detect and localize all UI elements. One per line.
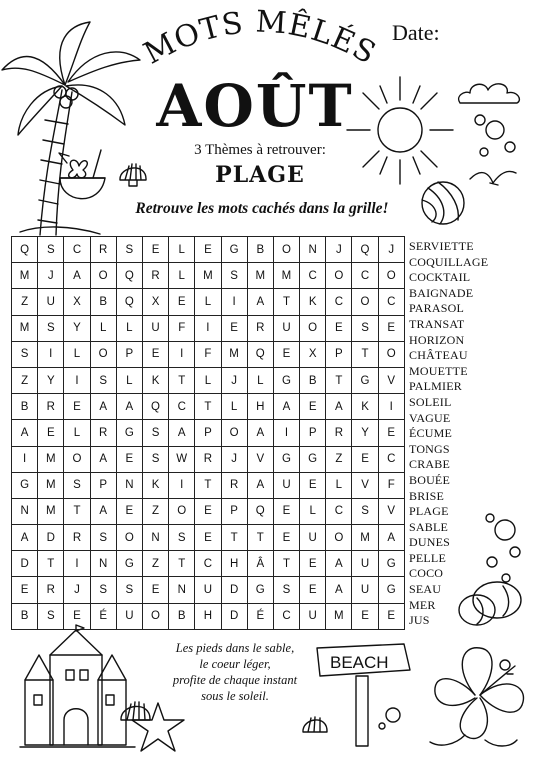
grid-cell[interactable]: X bbox=[300, 341, 326, 367]
grid-cell[interactable]: E bbox=[38, 420, 64, 446]
grid-cell[interactable]: Y bbox=[352, 420, 378, 446]
grid-cell[interactable]: K bbox=[142, 472, 168, 498]
grid-cell[interactable]: F bbox=[195, 341, 221, 367]
grid-cell[interactable]: W bbox=[169, 446, 195, 472]
grid-cell[interactable]: G bbox=[352, 367, 378, 393]
grid-cell[interactable]: P bbox=[326, 341, 352, 367]
grid-cell[interactable]: P bbox=[300, 420, 326, 446]
grid-cell[interactable]: U bbox=[195, 577, 221, 603]
grid-row bbox=[12, 263, 405, 289]
grid-row bbox=[12, 315, 405, 341]
grid-cell[interactable]: Z bbox=[12, 367, 38, 393]
grid-cell[interactable]: N bbox=[169, 577, 195, 603]
bubbles-icon bbox=[480, 512, 525, 587]
quote-line: profite de chaque instant bbox=[172, 673, 298, 687]
grid-cell[interactable]: S bbox=[142, 446, 168, 472]
grid-cell[interactable]: E bbox=[378, 603, 404, 629]
grid-cell[interactable]: R bbox=[38, 394, 64, 420]
grid-cell[interactable]: R bbox=[90, 420, 116, 446]
grid-cell[interactable]: T bbox=[221, 525, 247, 551]
word-list-item: VAGUE bbox=[409, 410, 451, 425]
starfish-icon bbox=[128, 700, 188, 755]
grid-cell[interactable]: J bbox=[221, 367, 247, 393]
grid-cell[interactable]: R bbox=[326, 420, 352, 446]
month-title: AOÛT bbox=[156, 72, 354, 140]
coconut-drink-icon bbox=[55, 148, 115, 213]
grid-cell[interactable]: A bbox=[247, 289, 273, 315]
bubbles-icon bbox=[495, 655, 515, 675]
grid-cell[interactable]: E bbox=[64, 603, 90, 629]
grid-cell[interactable]: E bbox=[378, 420, 404, 446]
word-list-item: ÉCUME bbox=[409, 426, 452, 441]
grid-cell[interactable]: E bbox=[326, 315, 352, 341]
word-list-item: BRISE bbox=[409, 488, 445, 503]
grid-cell[interactable]: Â bbox=[247, 551, 273, 577]
grid-cell[interactable]: F bbox=[378, 472, 404, 498]
word-grid bbox=[11, 236, 405, 630]
word-list-item: TRANSAT bbox=[409, 316, 465, 331]
grid-cell[interactable]: O bbox=[90, 263, 116, 289]
grid-cell[interactable]: L bbox=[221, 394, 247, 420]
grid-cell[interactable]: Z bbox=[326, 446, 352, 472]
grid-cell[interactable]: E bbox=[300, 394, 326, 420]
grid-cell[interactable]: J bbox=[38, 263, 64, 289]
quote-line: Les pieds dans le sable, bbox=[175, 641, 295, 655]
grid-cell[interactable]: D bbox=[12, 551, 38, 577]
grid-cell[interactable]: S bbox=[273, 577, 299, 603]
grid-cell[interactable]: E bbox=[195, 237, 221, 263]
grid-cell[interactable]: M bbox=[273, 263, 299, 289]
grid-cell[interactable]: E bbox=[169, 289, 195, 315]
grid-cell[interactable]: J bbox=[378, 237, 404, 263]
grid-cell[interactable]: J bbox=[221, 446, 247, 472]
grid-cell[interactable]: A bbox=[12, 525, 38, 551]
grid-cell[interactable]: A bbox=[12, 420, 38, 446]
grid-cell[interactable]: P bbox=[90, 472, 116, 498]
grid-cell[interactable]: R bbox=[90, 237, 116, 263]
grid-cell[interactable]: L bbox=[64, 341, 90, 367]
worksheet-title bbox=[130, 2, 390, 82]
grid-cell[interactable]: E bbox=[352, 603, 378, 629]
coconut-icon bbox=[455, 578, 525, 628]
grid-cell[interactable]: C bbox=[273, 603, 299, 629]
grid-cell[interactable]: H bbox=[221, 551, 247, 577]
grid-cell[interactable]: A bbox=[169, 420, 195, 446]
svg-text:MOTS MÊLÉS bbox=[138, 4, 382, 71]
grid-cell[interactable]: Q bbox=[247, 498, 273, 524]
instruction-text: Retrouve les mots cachés dans la grille! bbox=[135, 200, 389, 217]
grid-cell[interactable]: X bbox=[64, 289, 90, 315]
grid-cell[interactable]: C bbox=[326, 498, 352, 524]
grid-cell[interactable]: B bbox=[12, 394, 38, 420]
grid-cell[interactable]: O bbox=[221, 420, 247, 446]
grid-cell[interactable]: R bbox=[195, 446, 221, 472]
grid-cell[interactable]: A bbox=[378, 525, 404, 551]
grid-cell[interactable]: E bbox=[195, 525, 221, 551]
grid-cell[interactable]: M bbox=[326, 603, 352, 629]
grid-cell[interactable]: E bbox=[352, 446, 378, 472]
grid-cell[interactable]: O bbox=[352, 289, 378, 315]
grid-cell[interactable]: U bbox=[38, 289, 64, 315]
grid-cell[interactable]: A bbox=[326, 577, 352, 603]
grid-cell[interactable]: G bbox=[116, 551, 142, 577]
word-list-item: SEAU bbox=[409, 582, 442, 597]
grid-cell[interactable]: I bbox=[378, 394, 404, 420]
grid-cell[interactable]: Z bbox=[142, 498, 168, 524]
grid-cell[interactable]: B bbox=[300, 367, 326, 393]
word-list-item: MOUETTE bbox=[409, 363, 468, 378]
grid-cell[interactable]: H bbox=[247, 394, 273, 420]
grid-cell[interactable]: C bbox=[64, 237, 90, 263]
grid-cell[interactable]: L bbox=[169, 237, 195, 263]
word-list-item: PARASOL bbox=[409, 301, 464, 316]
sandcastle-icon bbox=[20, 625, 135, 750]
grid-cell[interactable]: E bbox=[64, 394, 90, 420]
grid-cell[interactable]: T bbox=[38, 551, 64, 577]
grid-cell[interactable]: U bbox=[352, 577, 378, 603]
grid-cell[interactable]: F bbox=[169, 315, 195, 341]
grid-cell[interactable]: G bbox=[300, 446, 326, 472]
grid-cell[interactable]: S bbox=[90, 525, 116, 551]
grid-cell[interactable]: E bbox=[300, 472, 326, 498]
grid-cell[interactable]: T bbox=[169, 367, 195, 393]
grid-cell[interactable]: L bbox=[195, 367, 221, 393]
grid-cell[interactable]: E bbox=[142, 577, 168, 603]
grid-cell[interactable]: T bbox=[273, 289, 299, 315]
grid-cell[interactable]: L bbox=[195, 289, 221, 315]
grid-cell[interactable]: A bbox=[90, 446, 116, 472]
grid-cell[interactable]: A bbox=[116, 394, 142, 420]
grid-cell[interactable]: A bbox=[326, 551, 352, 577]
grid-cell[interactable]: E bbox=[221, 315, 247, 341]
grid-cell[interactable]: X bbox=[142, 289, 168, 315]
grid-cell[interactable]: S bbox=[352, 315, 378, 341]
grid-cell[interactable]: T bbox=[195, 472, 221, 498]
grid-cell[interactable]: B bbox=[90, 289, 116, 315]
grid-cell[interactable]: O bbox=[90, 341, 116, 367]
grid-cell[interactable]: Q bbox=[142, 394, 168, 420]
grid-cell[interactable]: R bbox=[247, 315, 273, 341]
grid-cell[interactable]: L bbox=[90, 315, 116, 341]
grid-cell[interactable]: C bbox=[378, 289, 404, 315]
grid-cell[interactable]: M bbox=[352, 525, 378, 551]
grid-cell[interactable]: G bbox=[273, 367, 299, 393]
grid-row bbox=[12, 367, 405, 393]
grid-row bbox=[12, 420, 405, 446]
grid-cell[interactable]: J bbox=[64, 577, 90, 603]
word-list-item: PLAGE bbox=[409, 504, 449, 519]
bubbles-icon bbox=[470, 112, 520, 162]
grid-row bbox=[12, 551, 405, 577]
grid-cell[interactable]: U bbox=[300, 603, 326, 629]
grid-cell[interactable]: Q bbox=[12, 237, 38, 263]
grid-row bbox=[12, 525, 405, 551]
grid-cell[interactable]: R bbox=[38, 577, 64, 603]
word-list-item: PALMIER bbox=[409, 379, 462, 394]
bubbles-icon bbox=[378, 700, 408, 730]
grid-cell[interactable]: E bbox=[273, 525, 299, 551]
grid-cell[interactable]: O bbox=[326, 525, 352, 551]
grid-cell[interactable]: S bbox=[38, 315, 64, 341]
grid-cell[interactable]: E bbox=[195, 498, 221, 524]
word-list-item: COCO bbox=[409, 566, 444, 581]
grid-cell[interactable]: A bbox=[64, 263, 90, 289]
beach-sign-text: BEACH bbox=[330, 653, 389, 672]
grid-cell[interactable]: E bbox=[12, 577, 38, 603]
grid-row bbox=[12, 394, 405, 420]
grid-cell[interactable]: I bbox=[195, 315, 221, 341]
grid-cell[interactable]: V bbox=[352, 472, 378, 498]
grid-cell[interactable]: H bbox=[195, 603, 221, 629]
grid-cell[interactable]: L bbox=[116, 367, 142, 393]
grid-cell[interactable]: O bbox=[142, 603, 168, 629]
grid-cell[interactable]: Y bbox=[64, 315, 90, 341]
grid-cell[interactable]: L bbox=[169, 263, 195, 289]
grid-cell[interactable]: I bbox=[64, 367, 90, 393]
cloud-icon bbox=[455, 78, 525, 108]
grid-cell[interactable]: A bbox=[90, 394, 116, 420]
grid-cell[interactable]: C bbox=[169, 394, 195, 420]
grid-cell[interactable]: E bbox=[116, 498, 142, 524]
grid-cell[interactable]: E bbox=[378, 315, 404, 341]
grid-cell[interactable]: S bbox=[352, 498, 378, 524]
grid-cell[interactable]: G bbox=[247, 577, 273, 603]
grid-cell[interactable]: S bbox=[169, 525, 195, 551]
grid-cell[interactable]: C bbox=[300, 263, 326, 289]
grid-cell[interactable]: A bbox=[273, 394, 299, 420]
beach-ball-icon bbox=[418, 178, 468, 228]
themes-label: 3 Thèmes à retrouver: bbox=[194, 142, 326, 158]
grid-row bbox=[12, 446, 405, 472]
word-list-item: HORIZON bbox=[409, 332, 465, 347]
grid-cell[interactable]: T bbox=[352, 341, 378, 367]
grid-cell[interactable]: S bbox=[38, 237, 64, 263]
date-label: Date: bbox=[392, 20, 440, 45]
grid-cell[interactable]: P bbox=[195, 420, 221, 446]
word-list-item: MER bbox=[409, 597, 436, 612]
grid-cell[interactable]: U bbox=[273, 315, 299, 341]
word-list-item: SOLEIL bbox=[409, 394, 452, 409]
grid-row bbox=[12, 577, 405, 603]
grid-cell[interactable]: M bbox=[12, 315, 38, 341]
grid-cell[interactable]: G bbox=[116, 420, 142, 446]
grid-cell[interactable]: T bbox=[195, 394, 221, 420]
grid-cell[interactable]: L bbox=[64, 420, 90, 446]
grid-cell[interactable]: S bbox=[38, 603, 64, 629]
grid-cell[interactable]: O bbox=[116, 525, 142, 551]
grid-cell[interactable]: L bbox=[247, 367, 273, 393]
grid-row bbox=[12, 341, 405, 367]
grid-cell[interactable]: C bbox=[352, 263, 378, 289]
grid-cell[interactable]: C bbox=[326, 289, 352, 315]
grid-cell[interactable]: U bbox=[300, 525, 326, 551]
grid-cell[interactable]: P bbox=[116, 341, 142, 367]
grid-cell[interactable]: G bbox=[12, 472, 38, 498]
word-list-item: CHÂTEAU bbox=[409, 348, 468, 363]
grid-cell[interactable]: Z bbox=[12, 289, 38, 315]
word-list-item: SERVIETTE bbox=[409, 239, 474, 253]
quote-line: sous le soleil. bbox=[201, 689, 269, 703]
grid-cell[interactable]: P bbox=[221, 498, 247, 524]
word-list-item: PELLE bbox=[409, 550, 446, 565]
grid-cell[interactable]: B bbox=[12, 603, 38, 629]
grid-cell[interactable]: M bbox=[221, 341, 247, 367]
grid-cell[interactable]: É bbox=[247, 603, 273, 629]
grid-cell[interactable]: S bbox=[116, 577, 142, 603]
grid-cell[interactable]: A bbox=[326, 394, 352, 420]
grid-cell[interactable]: I bbox=[169, 341, 195, 367]
word-list-item: COCKTAIL bbox=[409, 270, 471, 285]
grid-cell[interactable]: I bbox=[38, 341, 64, 367]
grid-cell[interactable]: N bbox=[90, 551, 116, 577]
grid-cell[interactable]: M bbox=[195, 263, 221, 289]
grid-cell[interactable]: E bbox=[273, 498, 299, 524]
grid-cell[interactable]: A bbox=[90, 498, 116, 524]
shell-icon bbox=[117, 158, 149, 188]
grid-cell[interactable]: K bbox=[352, 394, 378, 420]
grid-cell[interactable]: I bbox=[64, 551, 90, 577]
grid-cell[interactable]: Q bbox=[116, 289, 142, 315]
grid-cell[interactable]: M bbox=[12, 263, 38, 289]
grid-cell[interactable]: L bbox=[300, 498, 326, 524]
grid-cell[interactable]: R bbox=[221, 472, 247, 498]
grid-cell[interactable]: M bbox=[38, 498, 64, 524]
shell-icon bbox=[300, 712, 330, 740]
grid-cell[interactable]: L bbox=[116, 315, 142, 341]
grid-cell[interactable]: O bbox=[169, 498, 195, 524]
grid-cell[interactable]: S bbox=[221, 263, 247, 289]
grid-cell[interactable]: Y bbox=[38, 367, 64, 393]
grid-cell[interactable]: D bbox=[38, 525, 64, 551]
grid-cell[interactable]: S bbox=[142, 420, 168, 446]
grid-cell[interactable]: A bbox=[247, 420, 273, 446]
grid-cell[interactable]: Q bbox=[116, 263, 142, 289]
grid-cell[interactable]: I bbox=[221, 289, 247, 315]
grid-cell[interactable]: M bbox=[38, 472, 64, 498]
word-list-item: CRABE bbox=[409, 457, 451, 472]
grid-cell[interactable]: Q bbox=[352, 237, 378, 263]
grid-cell[interactable]: O bbox=[64, 446, 90, 472]
grid-cell[interactable]: Z bbox=[142, 551, 168, 577]
grid-cell[interactable]: D bbox=[221, 577, 247, 603]
grid-cell[interactable]: N bbox=[12, 498, 38, 524]
grid-cell[interactable]: U bbox=[352, 551, 378, 577]
grid-cell[interactable]: E bbox=[300, 577, 326, 603]
grid-cell[interactable]: R bbox=[64, 525, 90, 551]
grid-cell[interactable]: U bbox=[273, 472, 299, 498]
grid-cell[interactable]: I bbox=[12, 446, 38, 472]
grid-cell[interactable]: J bbox=[326, 237, 352, 263]
grid-cell[interactable]: S bbox=[64, 472, 90, 498]
grid-cell[interactable]: E bbox=[273, 341, 299, 367]
grid-cell[interactable]: C bbox=[378, 446, 404, 472]
word-list-item: TONGS bbox=[409, 441, 450, 456]
grid-cell[interactable]: B bbox=[247, 237, 273, 263]
grid-cell[interactable]: G bbox=[378, 551, 404, 577]
title-text: MOTS MÊLÉS bbox=[138, 4, 383, 72]
grid-cell[interactable]: N bbox=[300, 237, 326, 263]
grid-cell[interactable]: T bbox=[273, 551, 299, 577]
grid-cell[interactable]: E bbox=[142, 237, 168, 263]
grid-cell[interactable]: M bbox=[38, 446, 64, 472]
grid-cell[interactable]: I bbox=[169, 472, 195, 498]
grid-cell[interactable]: O bbox=[326, 263, 352, 289]
word-list bbox=[409, 239, 488, 629]
grid-cell[interactable]: S bbox=[116, 237, 142, 263]
grid-cell[interactable]: E bbox=[142, 341, 168, 367]
word-list-item: DUNES bbox=[409, 535, 451, 550]
theme-name: PLAGE bbox=[215, 162, 305, 188]
grid-cell[interactable]: E bbox=[116, 446, 142, 472]
grid-row bbox=[12, 289, 405, 315]
grid-cell[interactable]: É bbox=[90, 603, 116, 629]
seagull-icon bbox=[468, 165, 518, 193]
word-list-item: BAIGNADE bbox=[409, 285, 474, 300]
grid-cell[interactable]: O bbox=[300, 315, 326, 341]
grid-cell[interactable]: N bbox=[116, 472, 142, 498]
grid-cell[interactable]: O bbox=[273, 237, 299, 263]
grid-cell[interactable]: G bbox=[221, 237, 247, 263]
sun-icon bbox=[345, 72, 455, 187]
grid-cell[interactable]: O bbox=[378, 263, 404, 289]
grid-cell[interactable]: T bbox=[326, 367, 352, 393]
grid-cell[interactable]: V bbox=[378, 367, 404, 393]
word-list-item: JUS bbox=[409, 613, 430, 628]
grid-cell[interactable]: K bbox=[142, 367, 168, 393]
grid-cell[interactable]: U bbox=[142, 315, 168, 341]
quote-line: le coeur léger, bbox=[199, 657, 271, 671]
grid-cell[interactable]: V bbox=[378, 498, 404, 524]
grid-cell[interactable]: S bbox=[12, 341, 38, 367]
grid-cell[interactable]: L bbox=[326, 472, 352, 498]
grid-cell[interactable]: D bbox=[221, 603, 247, 629]
word-list-item: COQUILLAGE bbox=[409, 254, 489, 269]
grid-row bbox=[12, 472, 405, 498]
grid-cell[interactable]: T bbox=[247, 525, 273, 551]
grid-cell[interactable]: G bbox=[273, 446, 299, 472]
grid-cell[interactable]: T bbox=[169, 551, 195, 577]
grid-cell[interactable]: R bbox=[142, 263, 168, 289]
grid-cell[interactable]: A bbox=[247, 472, 273, 498]
word-list-item: BOUÉE bbox=[409, 472, 450, 487]
grid-cell[interactable]: Q bbox=[247, 341, 273, 367]
grid-cell[interactable]: I bbox=[273, 420, 299, 446]
grid-row bbox=[12, 498, 405, 524]
grid-cell[interactable]: M bbox=[247, 263, 273, 289]
grid-cell[interactable]: E bbox=[300, 551, 326, 577]
grid-cell[interactable]: V bbox=[247, 446, 273, 472]
grid-cell[interactable]: S bbox=[90, 577, 116, 603]
grid-cell[interactable]: S bbox=[90, 367, 116, 393]
grid-cell[interactable]: T bbox=[64, 498, 90, 524]
grid-row bbox=[12, 237, 405, 263]
grid-cell[interactable]: N bbox=[142, 525, 168, 551]
grid-cell[interactable]: K bbox=[300, 289, 326, 315]
word-list-item: SABLE bbox=[409, 519, 449, 534]
grid-cell[interactable]: B bbox=[169, 603, 195, 629]
grid-cell[interactable]: U bbox=[116, 603, 142, 629]
grid-cell[interactable]: O bbox=[378, 341, 404, 367]
grid-cell[interactable]: G bbox=[378, 577, 404, 603]
quote bbox=[150, 640, 320, 704]
grid-cell[interactable]: C bbox=[195, 551, 221, 577]
